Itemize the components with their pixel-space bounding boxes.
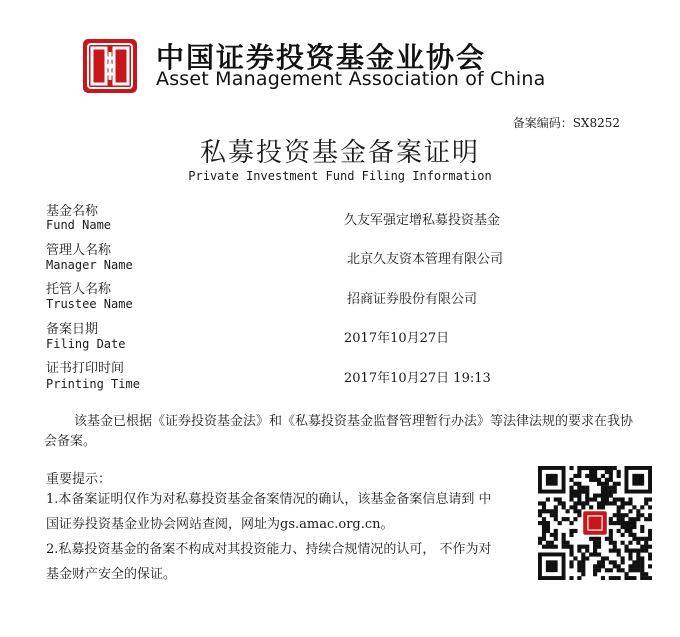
org-name-cn: 中国证券投资基金业协会 (156, 41, 487, 74)
field-label-en: Filing Date (46, 337, 126, 351)
field-label-en: Fund Name (46, 218, 112, 232)
field-label-cn: 管理人名称 (46, 243, 112, 258)
printing-time-value: 2017年10月27日 19:13 (344, 371, 491, 386)
notice-line: 2.私募投资基金的备案不构成对其投资能力、持续合规情况的认可， 不作为对 (46, 542, 492, 557)
field-label-cn: 基金名称 (46, 204, 99, 219)
notice-line: 基金财产安全的保证。 (46, 567, 177, 582)
field-label-cn: 证书打印时间 (46, 361, 125, 376)
manager-name-value: 北京久友资本管理有限公司 (347, 252, 504, 267)
filing-statement: 该基金已根据《证券投资基金法》和《私募投资基金监督管理暂行办法》等法律法规的要求在我协会备案。 (44, 414, 634, 449)
filing-date-value: 2017年10月27日 (344, 331, 450, 346)
field-label-en: Printing Time (46, 377, 140, 391)
certificate-title-en: Private Investment Fund Filing Information (188, 169, 492, 183)
field-label-cn: 备案日期 (46, 322, 99, 337)
fund-name-value: 久友军强定增私募投资基金 (344, 213, 501, 228)
notice-title: 重要提示： (46, 472, 112, 487)
notice-line: 1.本备案证明仅作为对私募投资基金备案情况的确认，该基金备案信息请到 中 (46, 492, 492, 507)
notice-line: 国证券投资基金业协会网站查阅，网址为gs.amac.org.cn。 (46, 517, 394, 532)
field-label-en: Manager Name (46, 258, 133, 272)
certificate-title-cn: 私募投资基金备案证明 (199, 138, 480, 168)
field-label-cn: 托管人名称 (46, 282, 112, 297)
filing-number: 备案编码：SX8252 (512, 116, 620, 130)
amac-seal-logo-icon (82, 38, 138, 94)
qr-code-icon (538, 466, 652, 580)
org-name-en: Asset Management Association of China (156, 68, 546, 90)
field-label-en: Trustee Name (46, 297, 133, 311)
trustee-name-value: 招商证券股份有限公司 (347, 292, 478, 307)
